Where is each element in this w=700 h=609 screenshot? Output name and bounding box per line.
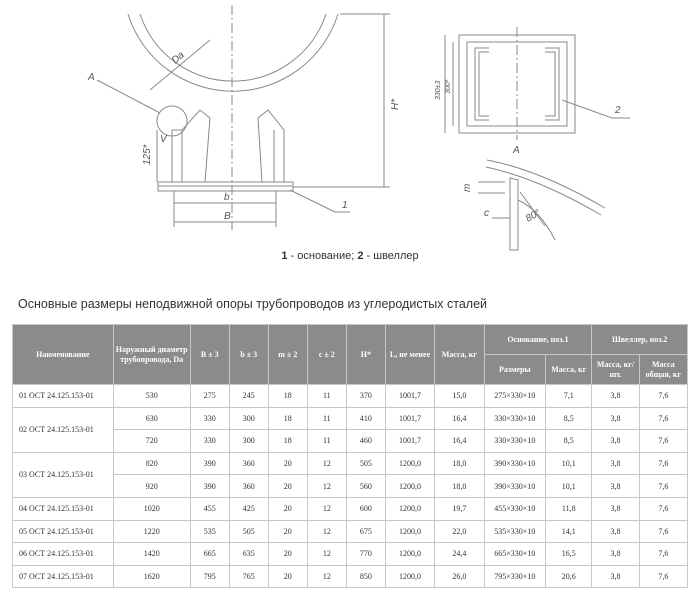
cell-B: 275 xyxy=(190,385,229,408)
cell-base-size: 275×330×10 xyxy=(484,385,546,408)
cell-B: 455 xyxy=(190,497,229,520)
table-row xyxy=(13,407,688,430)
cell-b: 765 xyxy=(229,565,268,588)
cell-mass: 16,4 xyxy=(435,430,484,453)
legend-number-2: 2 xyxy=(357,250,364,262)
cell-base-size: 455×330×10 xyxy=(484,497,546,520)
cell-da: 1020 xyxy=(113,497,190,520)
cell-channel-mass-total: 7,6 xyxy=(639,385,687,408)
cell-b: 425 xyxy=(229,497,268,520)
cell-channel-mass-pc: 3,8 xyxy=(592,565,639,588)
cell-base-mass: 8,5 xyxy=(546,407,592,430)
pipe-inner-arc xyxy=(140,14,326,81)
cell-channel-mass-total: 7,6 xyxy=(639,452,687,475)
header-base-mass: Масса, кг xyxy=(546,355,592,385)
header-channel: Швеллер, поз.2 xyxy=(592,325,688,355)
label-callout-1: 1 xyxy=(342,200,348,211)
pipe-outer-arc xyxy=(128,14,338,91)
cell-b: 360 xyxy=(229,475,268,498)
label-callout-2: 2 xyxy=(615,105,621,116)
channel-left xyxy=(475,48,489,120)
cell-name: 03 ОСТ 24.125.153-01 xyxy=(13,452,114,497)
cell-b: 245 xyxy=(229,385,268,408)
cell-channel-mass-pc: 3,8 xyxy=(592,452,639,475)
cell-H: 770 xyxy=(346,543,385,566)
cell-H: 370 xyxy=(346,385,385,408)
cell-base-mass: 14,1 xyxy=(546,520,592,543)
label-da: Da xyxy=(169,49,187,67)
table-body xyxy=(13,385,688,588)
cell-base-size: 390×330×10 xyxy=(484,452,546,475)
cell-base-mass: 8,5 xyxy=(546,430,592,453)
cell-m: 20 xyxy=(268,520,307,543)
cell-base-size: 390×330×10 xyxy=(484,475,546,498)
cell-b: 505 xyxy=(229,520,268,543)
table-row xyxy=(13,430,688,453)
header-channel-mass-total: Масса общая, кг xyxy=(639,355,687,385)
cell-B: 795 xyxy=(190,565,229,588)
cell-L: 1001,7 xyxy=(385,430,434,453)
cell-L: 1200,0 xyxy=(385,475,434,498)
header-base: Основание, поз.1 xyxy=(484,325,592,355)
channel-left-inner xyxy=(479,52,489,116)
legend-text-1: - основание; xyxy=(287,250,358,262)
cell-channel-mass-pc: 3,8 xyxy=(592,497,639,520)
cell-L: 1200,0 xyxy=(385,497,434,520)
left-leg xyxy=(172,130,182,182)
cell-c: 12 xyxy=(307,520,346,543)
detail-plate xyxy=(510,178,518,250)
cell-base-mass: 10,1 xyxy=(546,452,592,475)
cell-name: 04 ОСТ 24.125.153-01 xyxy=(13,497,114,520)
cell-c: 12 xyxy=(307,452,346,475)
cell-base-size: 330×330×10 xyxy=(484,407,546,430)
cell-base-size: 795×330×10 xyxy=(484,565,546,588)
cell-da: 720 xyxy=(113,430,190,453)
cell-H: 675 xyxy=(346,520,385,543)
cell-H: 560 xyxy=(346,475,385,498)
cell-H: 460 xyxy=(346,430,385,453)
cell-name: 07 ОСТ 24.125.153-01 xyxy=(13,565,114,588)
cell-B: 330 xyxy=(190,407,229,430)
table-row xyxy=(13,385,688,408)
cell-L: 1200,0 xyxy=(385,520,434,543)
label-a-left: A xyxy=(88,72,95,83)
cell-mass: 15,0 xyxy=(435,385,484,408)
cell-name: 06 ОСТ 24.125.153-01 xyxy=(13,543,114,566)
label-a-right: A xyxy=(513,145,520,156)
cell-base-mass: 16,5 xyxy=(546,543,592,566)
legend-number-1: 1 xyxy=(281,250,288,262)
cell-L: 1001,7 xyxy=(385,385,434,408)
cell-B: 665 xyxy=(190,543,229,566)
legend-text-2: - швеллер xyxy=(363,250,419,262)
detail-pipe-inner xyxy=(486,167,601,215)
header-base-size: Размеры xyxy=(484,355,546,385)
label-v: V xyxy=(160,134,167,145)
cell-B: 390 xyxy=(190,475,229,498)
cell-c: 11 xyxy=(307,385,346,408)
cell-channel-mass-total: 7,6 xyxy=(639,475,687,498)
label-330: 330±3 xyxy=(435,80,442,100)
cell-B: 390 xyxy=(190,452,229,475)
callout1-leader xyxy=(290,190,335,212)
cell-H: 410 xyxy=(346,407,385,430)
cell-da: 630 xyxy=(113,407,190,430)
cell-B: 330 xyxy=(190,430,229,453)
cell-L: 1200,0 xyxy=(385,565,434,588)
label-B: B xyxy=(224,211,231,222)
cell-L: 1200,0 xyxy=(385,452,434,475)
a-leader xyxy=(97,80,160,113)
cell-H: 505 xyxy=(346,452,385,475)
header-L: L, не менее xyxy=(385,325,434,385)
cell-mass: 22,0 xyxy=(435,520,484,543)
cell-b: 360 xyxy=(229,452,268,475)
table-row xyxy=(13,565,688,588)
header-channel-mass-pc: Масса, кг/шт. xyxy=(592,355,639,385)
cell-m: 20 xyxy=(268,543,307,566)
cell-base-size: 330×330×10 xyxy=(484,430,546,453)
header-m: m ± 2 xyxy=(268,325,307,385)
cell-H: 600 xyxy=(346,497,385,520)
header-b: b ± 3 xyxy=(229,325,268,385)
right-leg xyxy=(258,110,284,182)
cell-base-mass: 7,1 xyxy=(546,385,592,408)
cell-channel-mass-pc: 3,8 xyxy=(592,430,639,453)
cell-c: 12 xyxy=(307,543,346,566)
cell-c: 11 xyxy=(307,430,346,453)
cell-c: 12 xyxy=(307,475,346,498)
cell-c: 11 xyxy=(307,407,346,430)
cell-channel-mass-pc: 3,8 xyxy=(592,520,639,543)
cell-channel-mass-pc: 3,8 xyxy=(592,385,639,408)
cell-m: 20 xyxy=(268,565,307,588)
cell-da: 1420 xyxy=(113,543,190,566)
cell-channel-mass-total: 7,6 xyxy=(639,543,687,566)
drawing-legend xyxy=(0,250,700,262)
cell-mass: 19,7 xyxy=(435,497,484,520)
label-m: m xyxy=(462,183,473,192)
header-H: H* xyxy=(346,325,385,385)
channel-right xyxy=(545,48,559,120)
label-h: H* xyxy=(390,98,401,110)
cell-H: 850 xyxy=(346,565,385,588)
cell-base-mass: 11,8 xyxy=(546,497,592,520)
label-angle: 80° xyxy=(524,207,543,225)
label-c: c xyxy=(484,208,489,219)
table-row xyxy=(13,543,688,566)
cell-name: 05 ОСТ 24.125.153-01 xyxy=(13,520,114,543)
detail-pipe-outer xyxy=(487,160,605,208)
cell-c: 12 xyxy=(307,565,346,588)
cell-channel-mass-total: 7,6 xyxy=(639,497,687,520)
label-125: 125* xyxy=(142,144,153,165)
cell-mass: 18,0 xyxy=(435,475,484,498)
cell-da: 820 xyxy=(113,452,190,475)
header-mass: Масса, кг xyxy=(435,325,484,385)
cell-m: 20 xyxy=(268,497,307,520)
technical-drawing xyxy=(0,0,700,285)
channel-right-inner xyxy=(545,52,555,116)
cell-m: 20 xyxy=(268,452,307,475)
cell-channel-mass-total: 7,6 xyxy=(639,565,687,588)
table-row xyxy=(13,452,688,475)
dimensions-table xyxy=(12,324,688,588)
cell-b: 635 xyxy=(229,543,268,566)
label-300: 300* xyxy=(445,79,452,94)
cell-da: 920 xyxy=(113,475,190,498)
cell-name: 01 ОСТ 24.125.153-01 xyxy=(13,385,114,408)
cell-B: 535 xyxy=(190,520,229,543)
cell-da: 1220 xyxy=(113,520,190,543)
header-da: Наружный диаметр трубопровода, Da xyxy=(113,325,190,385)
cell-channel-mass-pc: 3,8 xyxy=(592,407,639,430)
cell-base-mass: 20,6 xyxy=(546,565,592,588)
cell-m: 18 xyxy=(268,430,307,453)
cell-da: 1620 xyxy=(113,565,190,588)
cell-channel-mass-total: 7,6 xyxy=(639,520,687,543)
cell-mass: 24,4 xyxy=(435,543,484,566)
cell-channel-mass-pc: 3,8 xyxy=(592,475,639,498)
cell-base-size: 535×330×10 xyxy=(484,520,546,543)
table-row xyxy=(13,520,688,543)
cell-c: 12 xyxy=(307,497,346,520)
left-leg-outer xyxy=(182,110,210,182)
cell-m: 18 xyxy=(268,385,307,408)
cell-b: 300 xyxy=(229,430,268,453)
table-row xyxy=(13,497,688,520)
table-title: Основные размеры неподвижной опоры трубопроводов из углеродистых сталей xyxy=(18,297,488,311)
cell-channel-mass-total: 7,6 xyxy=(639,430,687,453)
cell-base-size: 665×330×10 xyxy=(484,543,546,566)
cell-L: 1001,7 xyxy=(385,407,434,430)
cell-base-mass: 10,1 xyxy=(546,475,592,498)
table-row xyxy=(13,475,688,498)
header-name: Наименование xyxy=(13,325,114,385)
cell-channel-mass-total: 7,6 xyxy=(639,407,687,430)
drawing-svg xyxy=(0,0,700,285)
cell-m: 20 xyxy=(268,475,307,498)
header-B: B ± 3 xyxy=(190,325,229,385)
cell-da: 530 xyxy=(113,385,190,408)
cell-L: 1200,0 xyxy=(385,543,434,566)
cell-m: 18 xyxy=(268,407,307,430)
cell-mass: 18,0 xyxy=(435,452,484,475)
cell-channel-mass-pc: 3,8 xyxy=(592,543,639,566)
cell-name: 02 ОСТ 24.125.153-01 xyxy=(13,407,114,452)
header-c: c ± 2 xyxy=(307,325,346,385)
label-b: b xyxy=(224,192,230,203)
cell-mass: 16,4 xyxy=(435,407,484,430)
cell-mass: 26,0 xyxy=(435,565,484,588)
callout2-leader xyxy=(562,100,612,118)
cell-b: 300 xyxy=(229,407,268,430)
